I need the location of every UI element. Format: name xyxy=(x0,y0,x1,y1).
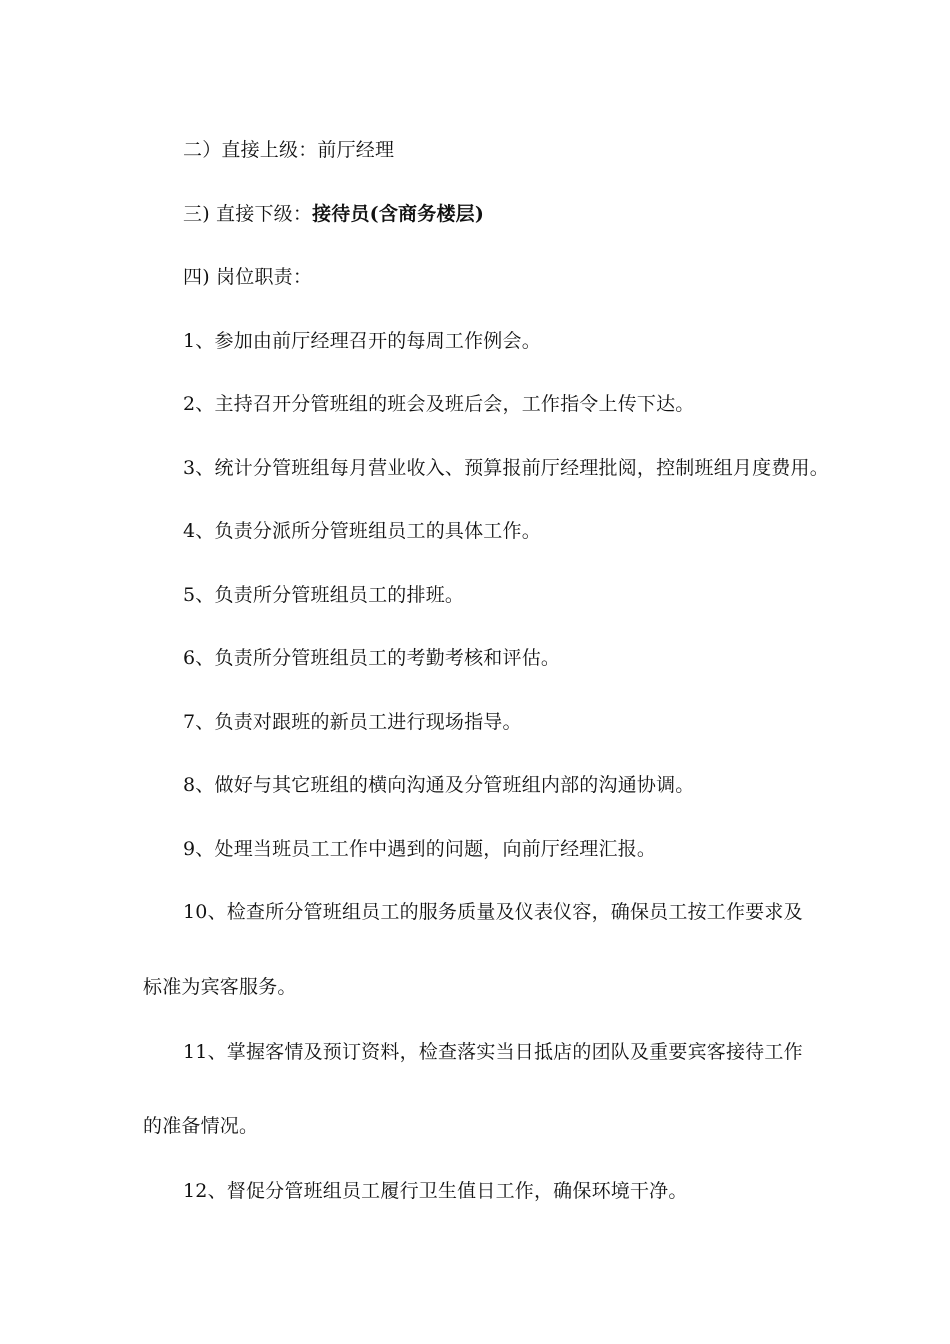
duty-item-11: 11、掌握客情及预订资料，检查落实当日抵店的团队及重要宾客接待工作 xyxy=(183,1041,803,1063)
duties-heading: 四) 岗位职责： xyxy=(183,266,313,288)
direct-subordinate-label: 三) 直接下级： xyxy=(183,203,313,225)
direct-superior-line xyxy=(183,138,394,162)
duty-item-1: 1、参加由前厅经理召开的每周工作例会。 xyxy=(183,330,541,352)
direct-superior-label: 二）直接上级： xyxy=(183,139,318,161)
direct-subordinate-value: 接待员(含商务楼层) xyxy=(312,203,485,225)
duty-item-9: 9、处理当班员工工作中遇到的问题，向前厅经理汇报。 xyxy=(183,838,657,860)
duty-item-3: 3、统计分管班组每月营业收入、预算报前厅经理批阅，控制班组月度费用。 xyxy=(183,457,829,479)
duty-item-10-continued: 标准为宾客服务。 xyxy=(143,976,297,998)
duty-item-2: 2、主持召开分管班组的班会及班后会，工作指令上传下达。 xyxy=(183,393,695,415)
duty-item-7: 7、负责对跟班的新员工进行现场指导。 xyxy=(183,711,522,733)
direct-subordinate-line xyxy=(183,202,484,226)
duty-item-4: 4、负责分派所分管班组员工的具体工作。 xyxy=(183,520,541,542)
duty-item-6: 6、负责所分管班组员工的考勤考核和评估。 xyxy=(183,647,561,669)
duty-item-5: 5、负责所分管班组员工的排班。 xyxy=(183,584,465,606)
direct-superior-value: 前厅经理 xyxy=(317,139,395,161)
duty-item-10: 10、检查所分管班组员工的服务质量及仪表仪容，确保员工按工作要求及 xyxy=(183,901,803,923)
duty-item-11-continued: 的准备情况。 xyxy=(143,1115,259,1137)
duty-item-12: 12、督促分管班组员工履行卫生值日工作，确保环境干净。 xyxy=(183,1180,688,1202)
duty-item-8: 8、做好与其它班组的横向沟通及分管班组内部的沟通协调。 xyxy=(183,774,695,796)
